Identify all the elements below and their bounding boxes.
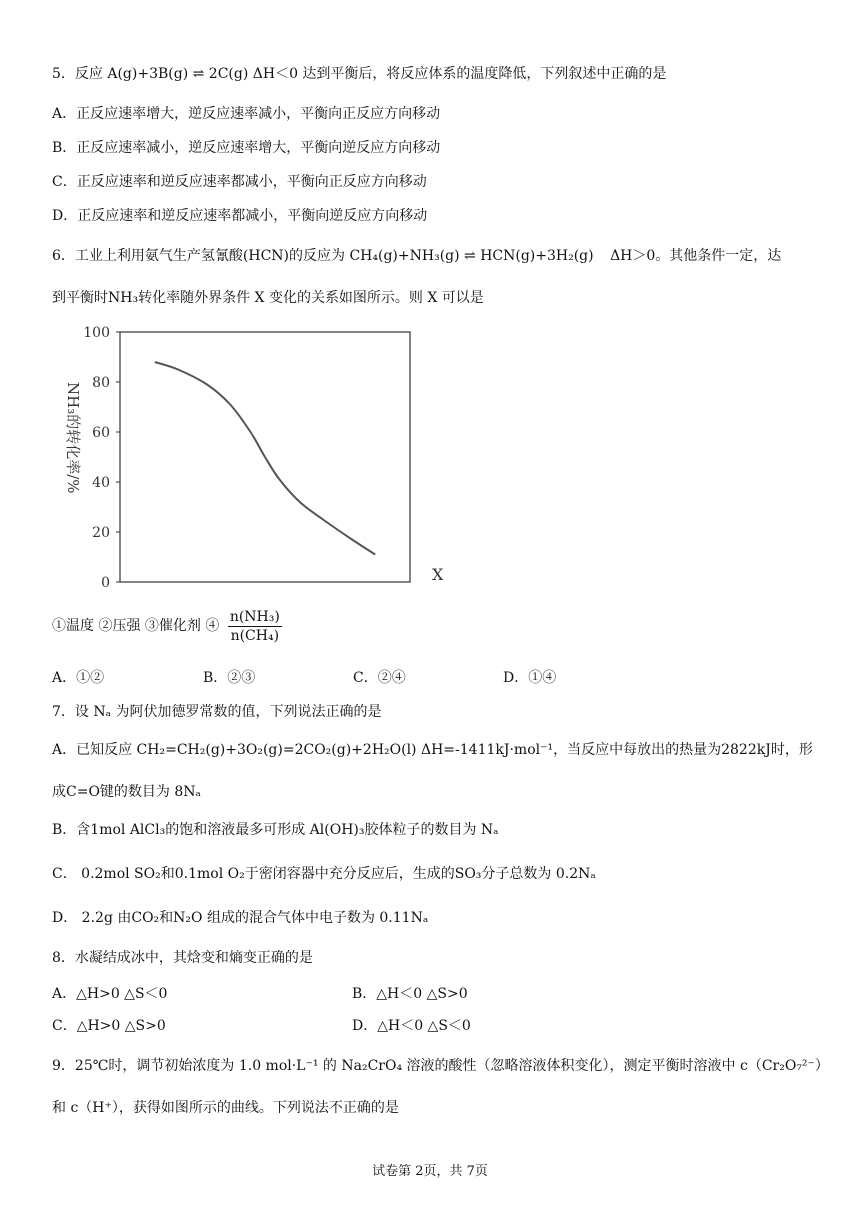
q6-stem-a: 6．工业上利用氨气生产氢氰酸(HCN)的反应为 <box>52 248 346 264</box>
q7-stem: 7．设 Nₐ 为阿伏加德罗常数的值，下列说法正确的是 <box>52 704 382 720</box>
q6-stem-line2: 到平衡时NH₃转化率随外界条件 X 变化的关系如图所示。则 X 可以是 <box>52 290 484 306</box>
q7-option-b: B．含1mol AlCl₃的饱和溶液最多可形成 Al(OH)₃胶体粒子的数目为 Nₐ <box>52 822 499 838</box>
q8-option-c: C．△H>0 △S>0 <box>52 1018 166 1034</box>
y-tick-label: 40 <box>92 475 110 491</box>
q6-stem-b: ΔH＞0。其他条件一定，达 <box>610 248 782 264</box>
y-tick-label: 20 <box>92 525 110 541</box>
conversion-curve <box>155 362 375 555</box>
q6-option-c: C．②④ <box>353 670 406 686</box>
q6-option-d: D．①④ <box>503 670 557 686</box>
q8-option-d: D．△H＜0 △S＜0 <box>352 1018 471 1034</box>
q5-stem: 5．反应 A(g)+3B(g) ⇌ 2C(g) ΔH＜0 达到平衡后，将反应体系的温度降低，下列叙述中正确的是 <box>52 66 667 82</box>
q6-equation: CH₄(g)+NH₃(g) ⇌ HCN(g)+3H₂(g) <box>349 248 594 264</box>
q7-option-a-line1: A．已知反应 CH₂=CH₂(g)+3O₂(g)=2CO₂(g)+2H₂O(l) ΔH=-1411kJ·mol⁻¹，当反应中每放出的热量为2822kJ时，形 <box>52 742 813 758</box>
q5-option-d: D．正反应速率和逆反应速率都减小，平衡向逆反应方向移动 <box>52 208 428 224</box>
x-axis-label: X <box>432 565 444 584</box>
q8-option-b: B．△H＜0 △S>0 <box>352 986 468 1002</box>
q5-option-c: C．正反应速率和逆反应速率都减小，平衡向正反应方向移动 <box>52 174 427 190</box>
y-axis-label: NH₃的转化率/% <box>64 382 82 494</box>
q6-fraction-denominator: n(CH₄) <box>230 627 280 644</box>
y-ticks <box>83 325 120 591</box>
q6-fraction-numerator: n(NH₃) <box>229 608 280 625</box>
q6-fraction <box>228 608 282 645</box>
q6-conditions-text: ①温度 ②压强 ③催化剂 ④ <box>52 618 220 634</box>
q5-option-b: B．正反应速率减小，逆反应速率增大，平衡向逆反应方向移动 <box>52 140 441 156</box>
q5-option-a: A．正反应速率增大，逆反应速率减小，平衡向正反应方向移动 <box>52 106 441 122</box>
q8-stem: 8．水凝结成冰中，其焓变和熵变正确的是 <box>52 950 313 966</box>
y-tick-label: 60 <box>92 425 110 441</box>
page-footer: 试卷第 2页，共 7页 <box>372 1164 488 1179</box>
q6-option-a: A．①② <box>52 670 105 686</box>
y-tick-label: 100 <box>83 325 110 341</box>
y-tick-label: 0 <box>101 575 110 591</box>
q8-option-a: A．△H>0 △S＜0 <box>52 986 168 1002</box>
q7-option-c: C． 0.2mol SO₂和0.1mol O₂于密闭容器中充分反应后，生成的SO₃分子总数为 0.2Nₐ <box>52 866 596 882</box>
q6-conditions <box>52 606 282 646</box>
q7-option-d: D． 2.2g 由CO₂和N₂O 组成的混合气体中电子数为 0.11Nₐ <box>52 910 429 926</box>
conversion-chart <box>60 322 460 597</box>
q6-option-b: B．②③ <box>203 670 256 686</box>
q7-option-a-line2: 成C=O键的数目为 8Nₐ <box>52 784 201 800</box>
q9-line2: 和 c（H⁺），获得如图所示的曲线。下列说法不正确的是 <box>52 1100 399 1116</box>
y-tick-label: 80 <box>92 375 110 391</box>
q6-stem-line1 <box>52 246 781 266</box>
q9-line1: 9．25℃时，调节初始浓度为 1.0 mol·L⁻¹ 的 Na₂CrO₄ 溶液的酸性（忽略溶液体积变化），测定平衡时溶液中 c（Cr₂O₇²⁻） <box>52 1058 829 1074</box>
